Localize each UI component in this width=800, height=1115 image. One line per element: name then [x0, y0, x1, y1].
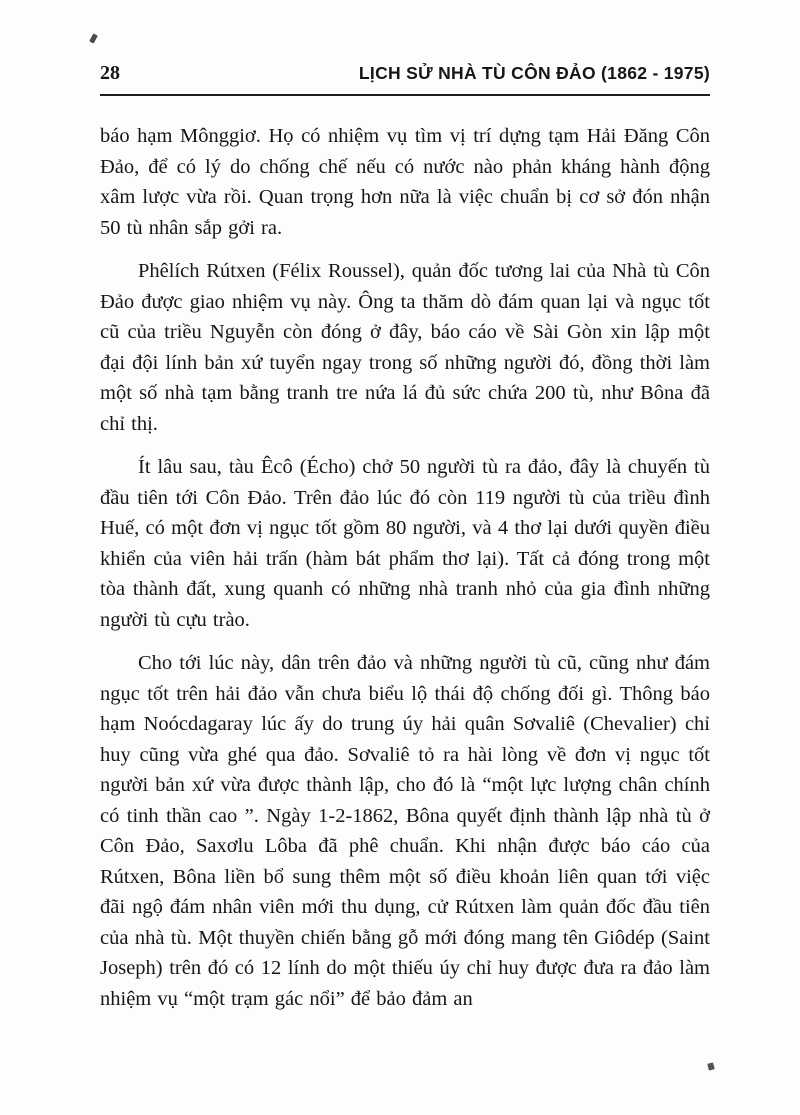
paragraph: Cho tới lúc này, dân trên đảo và những người tù cũ, cũng như đám ngục tốt trên hải đảo vẫn chưa biểu lộ thái độ chống đối gì. Thông báo hạm Noócdagaray lúc ấy do trung úy hải quân Sơvaliê (Chevalier) chỉ huy cũng vừa ghé qua đảo. Sơvaliê tỏ ra hài lòng về đơn vị ngục tốt người bản xứ vừa được thành lập, cho đó là “một lực lượng chân chính có tinh thần cao ”. Ngày 1-2-1862, Bôna quyết định thành lập nhà tù ở Côn Đảo, Saxơlu Lôba đã phê chuẩn. Khi nhận được báo cáo của Rútxen, Bôna liền bổ sung thêm một số điều khoản liên quan tới việc đãi ngộ đám nhân viên mới thu dụng, cử Rútxen làm quản đốc đầu tiên của nhà tù. Một thuyền chiến bằng gỗ mới đóng mang tên Giôdép (Saint Joseph) trên đó có 12 lính do một thiếu úy chỉ huy được đưa ra đảo làm nhiệm vụ “một trạm gác nổi” để bảo đảm an	[100, 652, 710, 1010]
page-number: 28	[100, 62, 120, 84]
scan-artifact	[707, 1062, 715, 1070]
scan-artifact	[89, 33, 98, 43]
running-title: LỊCH SỬ NHÀ TÙ CÔN ĐẢO (1862 - 1975)	[358, 63, 710, 83]
paragraph: Ít lâu sau, tàu Êcô (Écho) chở 50 người tù ra đảo, đây là chuyến tù đầu tiên tới Côn Đảo. Trên đảo lúc đó còn 119 người tù của triều đình Huế, có một đơn vị ngục tốt gồm 80 người, và 4 thơ lại dưới quyền điều khiển của viên hải trấn (hàm bát phẩm thơ lại). Tất cả đóng trong một tòa thành đất, xung quanh có những nhà tranh nhỏ của gia đình những người tù cựu trào.	[100, 456, 710, 631]
paragraph: Phêlích Rútxen (Félix Roussel), quản đốc tương lai của Nhà tù Côn Đảo được giao nhiệm vụ này. Ông ta thăm dò đám quan lại và ngục tốt cũ của triều Nguyễn còn đóng ở đây, báo cáo về Sài Gòn xin lập một đại đội lính bản xứ tuyển ngay trong số những người đó, đồng thời làm một số nhà tạm bằng tranh tre nứa lá đủ sức chứa 200 tù, như Bôna đã chỉ thị.	[100, 260, 710, 435]
paragraph-continuation: báo hạm Mônggiơ. Họ có nhiệm vụ tìm vị trí dựng tạm Hải Đăng Côn Đảo, để có lý do chống chế nếu có nước nào phản kháng hành động xâm lược vừa rồi. Quan trọng hơn nữa là việc chuẩn bị cơ sở đón nhận 50 tù nhân sắp gởi ra.	[100, 125, 710, 239]
page-content	[100, 96, 710, 1014]
page-header	[100, 62, 710, 96]
